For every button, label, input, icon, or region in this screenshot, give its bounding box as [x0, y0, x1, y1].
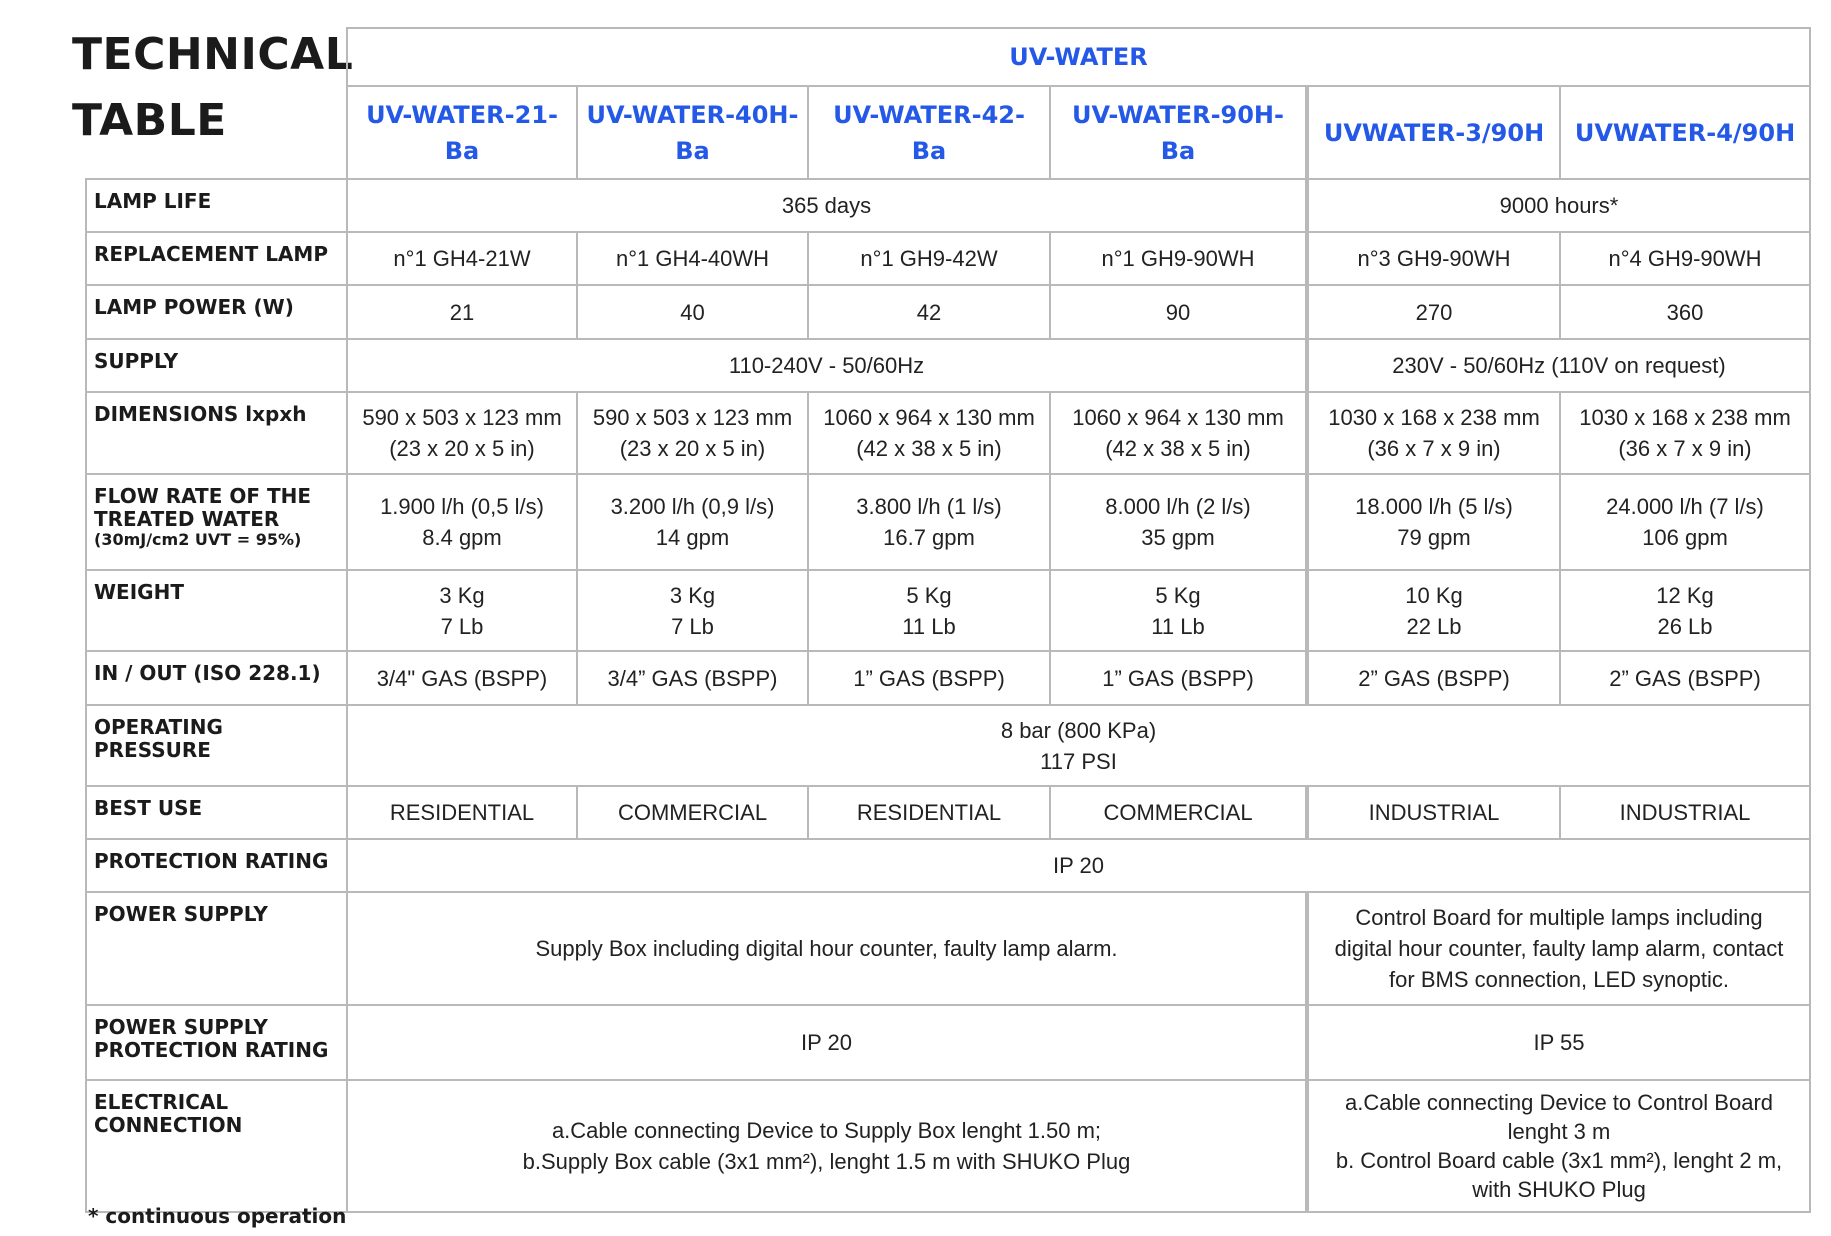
- table-cell: 1030 x 168 x 238 mm (36 x 7 x 9 in): [1560, 392, 1810, 474]
- table-cell: 18.000 l/h (5 l/s) 79 gpm: [1307, 474, 1560, 570]
- row-label: LAMP POWER (W): [86, 285, 347, 339]
- group-header: UV-WATER: [347, 28, 1810, 86]
- table-cell: 230V - 50/60Hz (110V on request): [1307, 339, 1810, 392]
- model-header: UV-WATER-21- Ba: [347, 86, 577, 179]
- group-header-row: [86, 28, 1810, 86]
- table-cell: 2” GAS (BSPP): [1560, 651, 1810, 705]
- row-label: ELECTRICAL CONNECTION: [86, 1080, 347, 1212]
- row-label: SUPPLY: [86, 339, 347, 392]
- model-header-row: [86, 86, 1810, 179]
- table-cell: 1060 x 964 x 130 mm (42 x 38 x 5 in): [808, 392, 1050, 474]
- table-cell: 21: [347, 285, 577, 339]
- footnote: * continuous operation: [88, 1204, 347, 1228]
- table-cell: IP 20: [347, 1005, 1307, 1080]
- table-row: [86, 892, 1810, 1005]
- table-cell: n°3 GH9-90WH: [1307, 232, 1560, 285]
- row-label: FLOW RATE OF THE TREATED WATER (30mJ/cm2 UVT = 95%): [86, 474, 347, 570]
- row-label: POWER SUPPLY: [86, 892, 347, 1005]
- table-row: [86, 839, 1810, 892]
- table-cell: 40: [577, 285, 808, 339]
- table-cell: 1030 x 168 x 238 mm (36 x 7 x 9 in): [1307, 392, 1560, 474]
- table-row: [86, 786, 1810, 839]
- table-cell: 5 Kg 11 Lb: [808, 570, 1050, 651]
- table-cell: INDUSTRIAL: [1307, 786, 1560, 839]
- title-line-1: TECHNICAL: [72, 29, 354, 80]
- table-cell: 9000 hours*: [1307, 179, 1810, 232]
- table-cell: 42: [808, 285, 1050, 339]
- table-cell: 3 Kg 7 Lb: [577, 570, 808, 651]
- table-row: [86, 1080, 1810, 1212]
- table-cell: 3.800 l/h (1 l/s) 16.7 gpm: [808, 474, 1050, 570]
- table-row: [86, 232, 1810, 285]
- table-cell: Supply Box including digital hour counter, faulty lamp alarm.: [347, 892, 1307, 1005]
- table-row: [86, 392, 1810, 474]
- table-cell: n°1 GH4-40WH: [577, 232, 808, 285]
- table-cell: COMMERCIAL: [1050, 786, 1307, 839]
- model-header: UVWATER-4/90H: [1560, 86, 1810, 179]
- table-cell: 2” GAS (BSPP): [1307, 651, 1560, 705]
- table-cell: 8 bar (800 KPa) 117 PSI: [347, 705, 1810, 786]
- row-label: LAMP LIFE: [86, 179, 347, 232]
- table-cell: 110-240V - 50/60Hz: [347, 339, 1307, 392]
- table-cell: RESIDENTIAL: [347, 786, 577, 839]
- table-cell: 10 Kg 22 Lb: [1307, 570, 1560, 651]
- table-cell: Control Board for multiple lamps including digital hour counter, faulty lamp alarm, contact for BMS connection, LED synoptic.: [1307, 892, 1810, 1005]
- table-cell: 590 x 503 x 123 mm (23 x 20 x 5 in): [347, 392, 577, 474]
- table-cell: IP 20: [347, 839, 1810, 892]
- table-cell: a.Cable connecting Device to Control Board lenght 3 m b. Control Board cable (3x1 mm²), lenght 2 m, with SHUKO Plug: [1307, 1080, 1810, 1212]
- table-cell: 8.000 l/h (2 l/s) 35 gpm: [1050, 474, 1307, 570]
- row-label: PROTECTION RATING: [86, 839, 347, 892]
- row-label: OPERATING PRESSURE: [86, 705, 347, 786]
- model-header: UV-WATER-90H- Ba: [1050, 86, 1307, 179]
- technical-table: [85, 27, 1811, 1213]
- table-cell: 3 Kg 7 Lb: [347, 570, 577, 651]
- table-cell: IP 55: [1307, 1005, 1810, 1080]
- table-cell: 1” GAS (BSPP): [808, 651, 1050, 705]
- table-row: [86, 570, 1810, 651]
- table-cell: 590 x 503 x 123 mm (23 x 20 x 5 in): [577, 392, 808, 474]
- model-header: UV-WATER-40H- Ba: [577, 86, 808, 179]
- table-cell: INDUSTRIAL: [1560, 786, 1810, 839]
- table-cell: RESIDENTIAL: [808, 786, 1050, 839]
- table-cell: 3/4" GAS (BSPP): [347, 651, 577, 705]
- title-line-2: TABLE: [72, 95, 227, 146]
- table-cell: n°4 GH9-90WH: [1560, 232, 1810, 285]
- table-cell: n°1 GH4-21W: [347, 232, 577, 285]
- table-cell: n°1 GH9-42W: [808, 232, 1050, 285]
- table-row: [86, 339, 1810, 392]
- table-cell: 3.200 l/h (0,9 l/s) 14 gpm: [577, 474, 808, 570]
- table-cell: 24.000 l/h (7 l/s) 106 gpm: [1560, 474, 1810, 570]
- table-cell: 365 days: [347, 179, 1307, 232]
- row-label: DIMENSIONS lxpxh: [86, 392, 347, 474]
- table-row: [86, 651, 1810, 705]
- table-cell: 12 Kg 26 Lb: [1560, 570, 1810, 651]
- table-row: [86, 179, 1810, 232]
- table-cell: 1.900 l/h (0,5 l/s) 8.4 gpm: [347, 474, 577, 570]
- table-cell: COMMERCIAL: [577, 786, 808, 839]
- table-cell: n°1 GH9-90WH: [1050, 232, 1307, 285]
- table-row: [86, 474, 1810, 570]
- row-label: IN / OUT (ISO 228.1): [86, 651, 347, 705]
- table-cell: 1060 x 964 x 130 mm (42 x 38 x 5 in): [1050, 392, 1307, 474]
- table-cell: 90: [1050, 285, 1307, 339]
- row-label: BEST USE: [86, 786, 347, 839]
- row-label: REPLACEMENT LAMP: [86, 232, 347, 285]
- table-cell: 360: [1560, 285, 1810, 339]
- row-label: WEIGHT: [86, 570, 347, 651]
- model-header: UV-WATER-42- Ba: [808, 86, 1050, 179]
- model-header: UVWATER-3/90H: [1307, 86, 1560, 179]
- table-row: [86, 285, 1810, 339]
- table-cell: 3/4” GAS (BSPP): [577, 651, 808, 705]
- table-cell: 5 Kg 11 Lb: [1050, 570, 1307, 651]
- row-label: POWER SUPPLY PROTECTION RATING: [86, 1005, 347, 1080]
- table-cell: 1” GAS (BSPP): [1050, 651, 1307, 705]
- table-cell: a.Cable connecting Device to Supply Box lenght 1.50 m; b.Supply Box cable (3x1 mm²), lenght 1.5 m with SHUKO Plug: [347, 1080, 1307, 1212]
- table-row: [86, 705, 1810, 786]
- table-row: [86, 1005, 1810, 1080]
- table-cell: 270: [1307, 285, 1560, 339]
